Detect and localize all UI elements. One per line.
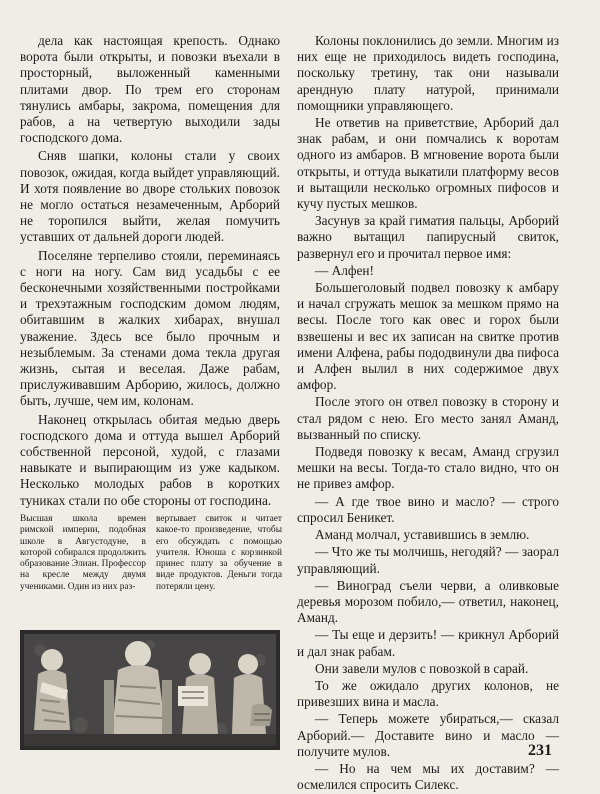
roman-school-relief-image <box>20 630 280 750</box>
figure-caption <box>20 514 282 593</box>
paragraph: Колоны поклонились до земли. Многим из них еще не приходилось видеть господина, поскольку третину, так они называли арендную плату натурой, принимали помощники управляющего. <box>297 33 559 113</box>
paragraph: После этого он отвел повозку в сторону и стал рядом с нею. Его место занял Аманд, вызванный по списку. <box>297 394 559 442</box>
paragraph: То же ожидало других колонов, не привезших вина и масла. <box>297 677 559 710</box>
paragraph: Аманд молчал, уставившись в землю. <box>315 527 530 543</box>
right-text-column <box>297 33 559 794</box>
paragraph: дела как настоящая крепость. Однако ворота были открыты, и повозки въехали в просторный, выложенный каменными плитами двор. По трем его сторонам тянулись амбары, закрома, помещения для рабов, а на четвертую выходили зады господского дома. <box>20 33 280 146</box>
paragraph: Большеголовый подвел повозку к амбару и начал сгружать мешок за мешком прямо на весы. После того как овес и горох были взвешены и вес их записан на свитке против имени Алфена, рабы пододвинули два пифоса и Алфен вылил в них содержимое двух амфор. <box>297 280 559 393</box>
paragraph: — А где твое вино и масло? — строго спросил Беникет. <box>297 493 559 525</box>
page-number: 231 <box>528 742 552 759</box>
paragraph: — Алфен! <box>315 262 374 278</box>
relief-illustration <box>20 630 280 750</box>
paragraph: — Ты еще и дерзить! — крикнул Арборий и дал знак рабам. <box>297 627 559 659</box>
paragraph: Наконец открылась обитая медью дверь господского дома и оттуда вышел Арборий собственной персоной, худой, с глазами навыкате и выпирающим из уже кадыком. Несколько молодых рабов в коротких туниках стали по обе стороны от господина. <box>20 411 280 508</box>
paragraph: Сняв шапки, колоны стали у своих повозок, ожидая, когда выйдет управляющий. И хотя появление во дворе стольких повозок не могло остаться незамеченным, Арборий не торопился выйти, желая помучить уставших от дальней дороги людей. <box>20 148 280 245</box>
caption-column-1: Высшая школа времен римской империи, подобная школе в Августодуне, в которой собирался продолжить образование Элиан. Профессор на кресле между двумя учениками. Один из них раз- <box>20 514 146 592</box>
paragraph: Засунув за край гиматия пальцы, Арборий важно вытащил папирусный свиток, развернул его и прочитал первое имя: <box>297 213 559 261</box>
paragraph: Не ответив на приветствие, Арборий дал знак рабам, и они помчались к воротам одного из амбаров. В мгновение ворота были открыты, и оттуда выкатили платформу весов и вытащили несколько огромных пифосов и кучу пустых мешков. <box>297 115 559 212</box>
paragraph: Поселяне терпеливо стояли, переминаясь с ноги на ногу. Сам вид усадьбы с ее бесконечными хозяйственными постройками и трехэтажным господским домом людям, обитавшим в жалких хибарах, внушал уважение. Здесь все было прочным и незыблемым. За стенами дома текла другая жизнь, сытая и веселая. Даже рабам, прислуживавшим Арборию, жилось, должно быть, лучше, чем им, колонам. <box>20 247 280 409</box>
paragraph: Подведя повозку к весам, Аманд сгрузил мешки на весы. Тогда-то стало видно, что он не привез амфор. <box>297 444 559 492</box>
paragraph: — Виноград съели черви, а оливковые деревья морозом побило,— ответил, наконец, Аманд. <box>297 577 559 626</box>
left-text-column <box>20 33 280 511</box>
paragraph: — Что же ты молчишь, негодяй? — заорал управляющий. <box>297 544 559 576</box>
paragraph: — Теперь можете убираться,— сказал Арборий.— Доставите вино и масло — получите мулов. <box>297 711 559 759</box>
paragraph: — Но на чем мы их доставим? — осмелился спросить Силекс. <box>297 760 559 793</box>
caption-column-2: вертывает свиток и читает какое-то произведение, чтобы его обсуждать с помощью учителя. Юноша с корзинкой принес плату за обучение в виде продуктов. Деньги тогда потеряли цену. <box>156 514 282 592</box>
paragraph: Они завели мулов с повозкой в сарай. <box>315 660 529 676</box>
